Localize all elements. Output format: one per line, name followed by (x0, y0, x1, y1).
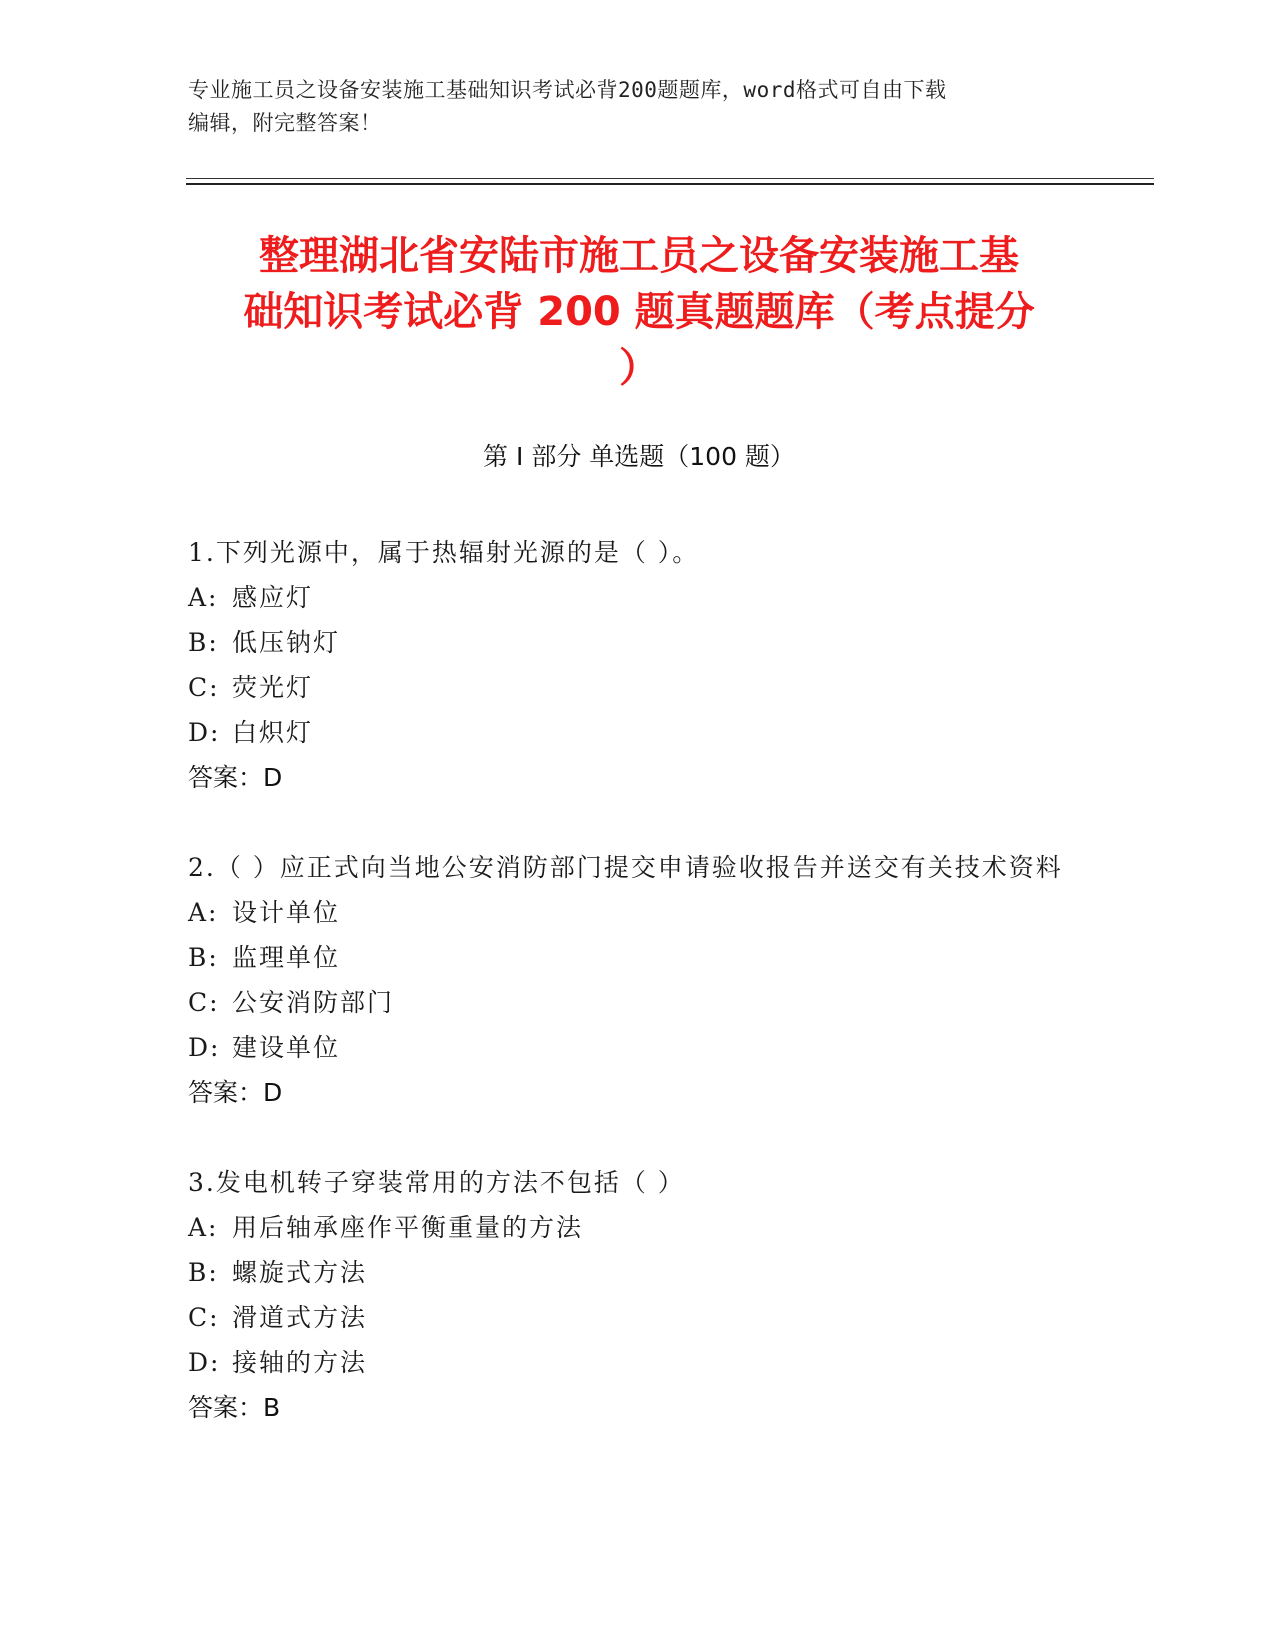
option-text: 接轴的方法 (232, 1348, 368, 1377)
question-stem: 2.（ ）应正式向当地公安消防部门提交申请验收报告并送交有关技术资料 (188, 853, 1063, 882)
option-letter: B: (188, 628, 219, 657)
option-letter: B: (188, 1258, 219, 1287)
option-letter: C: (188, 1303, 220, 1332)
option-text: 公安消防部门 (232, 988, 395, 1017)
option-b (188, 935, 1088, 980)
option-text: 建设单位 (232, 1033, 341, 1062)
option-c (188, 665, 1088, 710)
question-3 (188, 1160, 1088, 1430)
question-list (188, 530, 1088, 1430)
option-b (188, 1250, 1088, 1295)
option-text: 螺旋式方法 (232, 1258, 368, 1287)
option-letter: D: (188, 1033, 221, 1062)
document-title-line3: ） (619, 345, 659, 391)
header-note-line1: 专业施工员之设备安装施工基础知识考试必背200题题库，word格式可自由下载 (188, 78, 947, 102)
option-text: 低压钠灯 (232, 628, 341, 657)
option-b (188, 620, 1088, 665)
document-title-line2: 础知识考试必背 200 题真题题库（考点提分 (243, 289, 1035, 335)
option-d (188, 1025, 1088, 1070)
option-text: 用后轴承座作平衡重量的方法 (232, 1213, 584, 1242)
option-letter: A: (188, 898, 219, 927)
question-spacer (188, 800, 1088, 845)
option-text: 感应灯 (232, 583, 314, 612)
document-title-line1: 整理湖北省安陆市施工员之设备安装施工基 (259, 233, 1019, 279)
option-text: 监理单位 (232, 943, 341, 972)
option-letter: D: (188, 1348, 221, 1377)
option-d (188, 1340, 1088, 1385)
option-text: 设计单位 (232, 898, 341, 927)
answer-line: 答案：B (188, 1393, 281, 1422)
option-d (188, 710, 1088, 755)
header-note (188, 74, 1088, 140)
option-letter: A: (188, 1213, 219, 1242)
option-letter: C: (188, 673, 220, 702)
option-text: 滑道式方法 (232, 1303, 368, 1332)
option-letter: B: (188, 943, 219, 972)
header-divider-thin (186, 178, 1154, 179)
option-letter: D: (188, 718, 221, 747)
question-stem: 3.发电机转子穿装常用的方法不包括（ ） (188, 1168, 685, 1197)
question-stem: 1.下列光源中，属于热辐射光源的是（ ）。 (188, 538, 700, 567)
document-title (186, 228, 1092, 396)
question-2 (188, 845, 1088, 1115)
answer-line: 答案：D (188, 1078, 283, 1107)
header-note-line2: 编辑，附完整答案！ (188, 111, 382, 135)
option-a (188, 890, 1088, 935)
option-text: 荧光灯 (232, 673, 314, 702)
option-letter: A: (188, 583, 219, 612)
option-letter: C: (188, 988, 220, 1017)
option-c (188, 980, 1088, 1025)
question-1 (188, 530, 1088, 800)
header-divider-thick (186, 183, 1154, 185)
option-text: 白炽灯 (232, 718, 314, 747)
option-a (188, 1205, 1088, 1250)
section-heading: 第 I 部分 单选题（100 题） (483, 442, 795, 471)
option-a (188, 575, 1088, 620)
option-c (188, 1295, 1088, 1340)
question-spacer (188, 1115, 1088, 1160)
answer-line: 答案：D (188, 763, 283, 792)
